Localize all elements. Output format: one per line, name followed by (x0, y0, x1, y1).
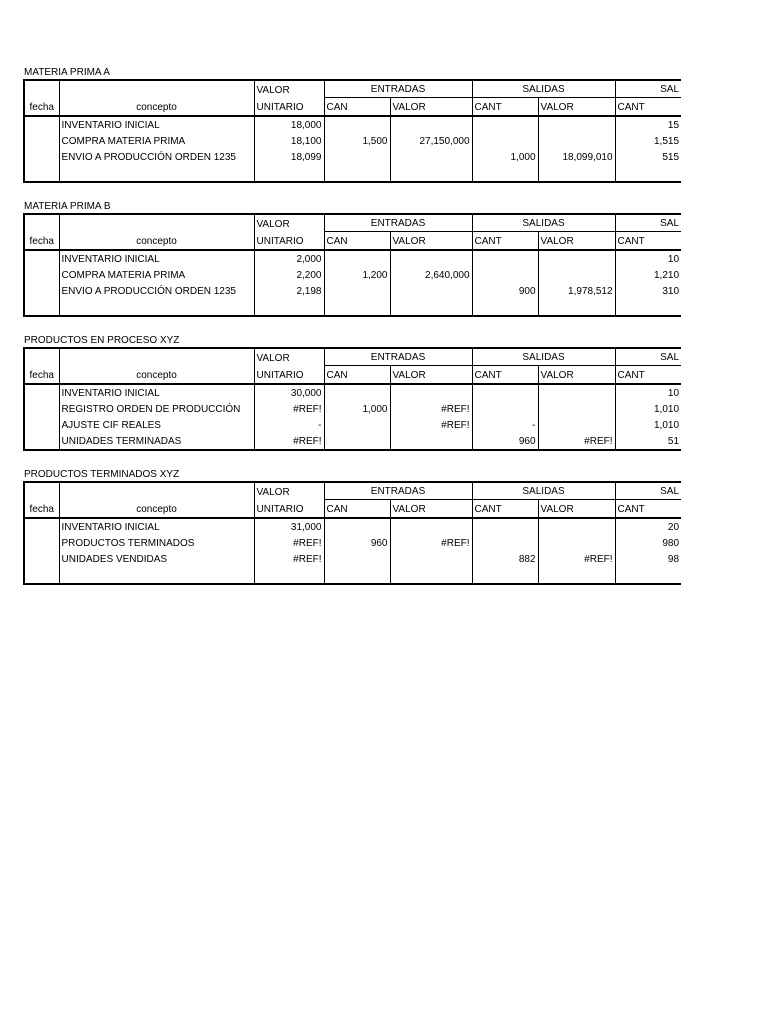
header-valor: VALOR (254, 482, 324, 500)
header-cell (24, 348, 59, 366)
cell-saldo-cant: 980 (615, 535, 681, 551)
header-cant: CANT (472, 98, 538, 116)
header-cant: CANT (472, 500, 538, 518)
cell-entradas-valor (390, 283, 472, 299)
header-saldo-cant: CANT (615, 500, 681, 518)
header-entradas-valor: VALOR (390, 232, 472, 250)
cell-fecha (24, 433, 59, 450)
cell-concepto (59, 299, 254, 316)
header-entradas-valor: VALOR (390, 366, 472, 384)
table-row (24, 250, 681, 267)
cell-entradas-valor (390, 165, 472, 182)
header-unitario: UNITARIO (254, 366, 324, 384)
cell-salidas-cant (472, 518, 538, 535)
cell-entradas-valor (390, 518, 472, 535)
header-cell (59, 482, 254, 500)
header-saldos: SAL (615, 348, 681, 366)
header-concepto: concepto (59, 366, 254, 384)
table-row (24, 133, 681, 149)
cell-unitario: 2,200 (254, 267, 324, 283)
cell-concepto: COMPRA MATERIA PRIMA (59, 133, 254, 149)
cell-salidas-cant (472, 299, 538, 316)
header-unitario: UNITARIO (254, 500, 324, 518)
header-salidas: SALIDAS (472, 348, 615, 366)
cell-fecha (24, 149, 59, 165)
cell-entradas-can (324, 417, 390, 433)
cell-fecha (24, 567, 59, 584)
cell-entradas-can (324, 384, 390, 401)
cell-fecha (24, 133, 59, 149)
cell-fecha (24, 165, 59, 182)
table-row (24, 165, 681, 182)
cell-fecha (24, 116, 59, 133)
table-row (24, 535, 681, 551)
cell-unitario (254, 165, 324, 182)
cell-saldo-cant: 310 (615, 283, 681, 299)
header-cell (24, 214, 59, 232)
cell-salidas-cant: 900 (472, 283, 538, 299)
cell-salidas-valor (538, 567, 615, 584)
header-salidas: SALIDAS (472, 214, 615, 232)
header-fecha: fecha (24, 366, 59, 384)
cell-saldo-cant: 98 (615, 551, 681, 567)
cell-salidas-valor (538, 116, 615, 133)
table-row (24, 299, 681, 316)
cell-entradas-valor: #REF! (390, 535, 472, 551)
cell-entradas-valor (390, 149, 472, 165)
cell-entradas-can (324, 149, 390, 165)
header-salidas-valor: VALOR (538, 98, 615, 116)
header-salidas: SALIDAS (472, 482, 615, 500)
ledger-table (23, 347, 681, 451)
cell-saldo-cant (615, 299, 681, 316)
header-saldos: SAL (615, 482, 681, 500)
cell-entradas-valor (390, 433, 472, 450)
cell-saldo-cant: 51 (615, 433, 681, 450)
cell-salidas-cant: 960 (472, 433, 538, 450)
cell-unitario: 2,000 (254, 250, 324, 267)
cell-fecha (24, 417, 59, 433)
cell-unitario: #REF! (254, 401, 324, 417)
header-saldo-cant: CANT (615, 98, 681, 116)
cell-salidas-cant (472, 384, 538, 401)
cell-salidas-valor: #REF! (538, 551, 615, 567)
ledger-section (23, 469, 680, 589)
header-fecha: fecha (24, 232, 59, 250)
cell-fecha (24, 299, 59, 316)
header-concepto: concepto (59, 98, 254, 116)
cell-salidas-valor: 18,099,010 (538, 149, 615, 165)
cell-entradas-valor (390, 551, 472, 567)
cell-unitario: 31,000 (254, 518, 324, 535)
header-cant: CANT (472, 232, 538, 250)
cell-concepto: UNIDADES VENDIDAS (59, 551, 254, 567)
cell-fecha (24, 283, 59, 299)
cell-entradas-can: 1,000 (324, 401, 390, 417)
cell-entradas-valor: #REF! (390, 401, 472, 417)
header-can: CAN (324, 500, 390, 518)
header-entradas: ENTRADAS (324, 214, 472, 232)
table-row (24, 283, 681, 299)
cell-unitario: 18,000 (254, 116, 324, 133)
header-entradas-valor: VALOR (390, 500, 472, 518)
cell-concepto (59, 567, 254, 584)
cell-entradas-can: 1,500 (324, 133, 390, 149)
cell-entradas-can (324, 165, 390, 182)
cell-saldo-cant: 10 (615, 384, 681, 401)
cell-salidas-cant (472, 401, 538, 417)
header-unitario: UNITARIO (254, 232, 324, 250)
table-row (24, 567, 681, 584)
header-fecha: fecha (24, 500, 59, 518)
cell-salidas-cant (472, 250, 538, 267)
cell-saldo-cant: 10 (615, 250, 681, 267)
cell-unitario: #REF! (254, 551, 324, 567)
header-can: CAN (324, 366, 390, 384)
cell-concepto: INVENTARIO INICIAL (59, 116, 254, 133)
cell-salidas-cant (472, 133, 538, 149)
cell-saldo-cant (615, 165, 681, 182)
cell-concepto: INVENTARIO INICIAL (59, 250, 254, 267)
ledger-section (23, 201, 680, 321)
cell-entradas-valor (390, 116, 472, 133)
cell-concepto: ENVIO A PRODUCCIÓN ORDEN 1235 (59, 283, 254, 299)
section-title: PRODUCTOS EN PROCESO XYZ (24, 335, 180, 346)
section-title: MATERIA PRIMA A (24, 67, 110, 78)
header-saldos: SAL (615, 80, 681, 98)
header-cell (24, 482, 59, 500)
cell-concepto (59, 165, 254, 182)
section-title: PRODUCTOS TERMINADOS XYZ (24, 469, 180, 480)
cell-salidas-cant (472, 165, 538, 182)
cell-entradas-can: 1,200 (324, 267, 390, 283)
cell-salidas-valor (538, 535, 615, 551)
cell-concepto: REGISTRO ORDEN DE PRODUCCIÓN (59, 401, 254, 417)
table-row (24, 518, 681, 535)
ledger-section (23, 335, 680, 455)
header-salidas-valor: VALOR (538, 366, 615, 384)
cell-saldo-cant: 1,210 (615, 267, 681, 283)
table-row (24, 116, 681, 133)
header-concepto: concepto (59, 500, 254, 518)
section-title: MATERIA PRIMA B (24, 201, 111, 212)
ledger-table (23, 481, 681, 585)
cell-salidas-valor (538, 401, 615, 417)
cell-concepto: UNIDADES TERMINADAS (59, 433, 254, 450)
cell-concepto: INVENTARIO INICIAL (59, 518, 254, 535)
cell-salidas-valor (538, 299, 615, 316)
cell-saldo-cant: 15 (615, 116, 681, 133)
cell-salidas-valor (538, 518, 615, 535)
cell-entradas-valor: 2,640,000 (390, 267, 472, 283)
header-can: CAN (324, 98, 390, 116)
cell-fecha (24, 384, 59, 401)
cell-salidas-cant (472, 535, 538, 551)
header-saldo-cant: CANT (615, 366, 681, 384)
cell-concepto: PRODUCTOS TERMINADOS (59, 535, 254, 551)
cell-saldo-cant: 515 (615, 149, 681, 165)
cell-entradas-can (324, 433, 390, 450)
cell-unitario: - (254, 417, 324, 433)
cell-fecha (24, 518, 59, 535)
cell-fecha (24, 401, 59, 417)
cell-salidas-cant: 882 (472, 551, 538, 567)
header-entradas: ENTRADAS (324, 80, 472, 98)
cell-unitario (254, 567, 324, 584)
cell-entradas-valor: 27,150,000 (390, 133, 472, 149)
cell-saldo-cant: 20 (615, 518, 681, 535)
ledger-table (23, 213, 681, 317)
table-row (24, 384, 681, 401)
cell-entradas-can (324, 299, 390, 316)
cell-unitario: 18,100 (254, 133, 324, 149)
cell-saldo-cant: 1,515 (615, 133, 681, 149)
header-cell (59, 80, 254, 98)
cell-saldo-cant: 1,010 (615, 417, 681, 433)
header-cell (24, 80, 59, 98)
cell-unitario: 30,000 (254, 384, 324, 401)
header-cell (59, 214, 254, 232)
cell-salidas-valor (538, 133, 615, 149)
header-fecha: fecha (24, 98, 59, 116)
cell-entradas-can (324, 116, 390, 133)
header-entradas: ENTRADAS (324, 482, 472, 500)
cell-concepto: INVENTARIO INICIAL (59, 384, 254, 401)
header-entradas: ENTRADAS (324, 348, 472, 366)
header-saldos: SAL (615, 214, 681, 232)
cell-fecha (24, 250, 59, 267)
cell-salidas-cant (472, 116, 538, 133)
cell-entradas-can (324, 250, 390, 267)
cell-salidas-valor (538, 250, 615, 267)
cell-unitario: 18,099 (254, 149, 324, 165)
cell-entradas-valor (390, 567, 472, 584)
cell-salidas-valor (538, 417, 615, 433)
cell-entradas-valor (390, 299, 472, 316)
table-row (24, 551, 681, 567)
cell-concepto: ENVIO A PRODUCCIÓN ORDEN 1235 (59, 149, 254, 165)
header-salidas-valor: VALOR (538, 500, 615, 518)
cell-salidas-cant: - (472, 417, 538, 433)
header-cell (59, 348, 254, 366)
cell-salidas-valor: 1,978,512 (538, 283, 615, 299)
cell-concepto: AJUSTE CIF REALES (59, 417, 254, 433)
header-valor: VALOR (254, 348, 324, 366)
header-cant: CANT (472, 366, 538, 384)
cell-salidas-valor (538, 165, 615, 182)
table-row (24, 149, 681, 165)
cell-salidas-cant: 1,000 (472, 149, 538, 165)
cell-entradas-can (324, 567, 390, 584)
cell-fecha (24, 551, 59, 567)
cell-fecha (24, 535, 59, 551)
header-saldo-cant: CANT (615, 232, 681, 250)
cell-salidas-cant (472, 267, 538, 283)
cell-fecha (24, 267, 59, 283)
cell-entradas-valor (390, 384, 472, 401)
table-row (24, 417, 681, 433)
table-row (24, 433, 681, 450)
header-valor: VALOR (254, 214, 324, 232)
header-unitario: UNITARIO (254, 98, 324, 116)
cell-entradas-can (324, 518, 390, 535)
cell-salidas-cant (472, 567, 538, 584)
cell-salidas-valor: #REF! (538, 433, 615, 450)
cell-unitario: 2,198 (254, 283, 324, 299)
header-valor: VALOR (254, 80, 324, 98)
cell-entradas-can: 960 (324, 535, 390, 551)
header-salidas-valor: VALOR (538, 232, 615, 250)
table-row (24, 267, 681, 283)
table-row (24, 401, 681, 417)
cell-entradas-valor (390, 250, 472, 267)
header-salidas: SALIDAS (472, 80, 615, 98)
cell-entradas-can (324, 551, 390, 567)
header-can: CAN (324, 232, 390, 250)
header-entradas-valor: VALOR (390, 98, 472, 116)
cell-unitario: #REF! (254, 433, 324, 450)
cell-entradas-can (324, 283, 390, 299)
ledger-section (23, 67, 680, 187)
cell-unitario: #REF! (254, 535, 324, 551)
cell-salidas-valor (538, 384, 615, 401)
cell-unitario (254, 299, 324, 316)
cell-salidas-valor (538, 267, 615, 283)
cell-concepto: COMPRA MATERIA PRIMA (59, 267, 254, 283)
cell-entradas-valor: #REF! (390, 417, 472, 433)
ledger-table (23, 79, 681, 183)
header-concepto: concepto (59, 232, 254, 250)
cell-saldo-cant (615, 567, 681, 584)
cell-saldo-cant: 1,010 (615, 401, 681, 417)
